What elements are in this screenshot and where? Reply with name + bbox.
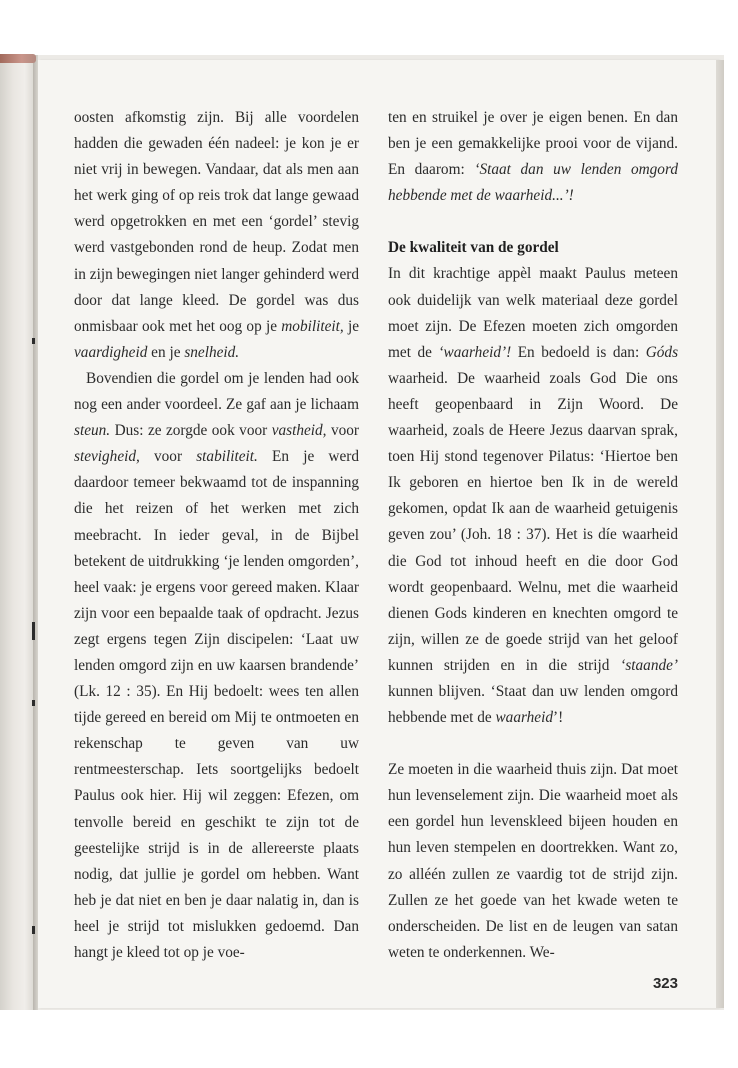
right-text-column [388, 105, 678, 966]
margin-tick [32, 926, 35, 934]
section-heading: De kwaliteit van de gordel [388, 239, 559, 257]
paragraph: In dit krachtige appèl maakt Paulus meteen ook duidelijk van welk materiaal deze gordel moet zijn. De Efezen moeten zich omgorden met de ‘waarheid’! En bedoeld is dan: Góds waarheid. De waarheid zoals God Die ons heeft geopenbaard in Zijn Woord. De waarheid, zoals de Heere Jezus daarvan sprak, toen Hij stond tegenover Pilatus: ‘Hiertoe ben Ik geboren en hiertoe ben Ik in de wereld gekomen, opdat Ik aan de waarheid getuigenis geven zou’ (Joh. 18 : 37). Het is díe waarheid die God tot inhoud heeft en die door God wordt geopenbaard. Welnu, met die waarheid dienen Gods kinderen en knechten omgord te zijn, willen ze de goede strijd van het geloof kunnen strijden en in die strijd ‘staande’ kunnen blijven. ‘Staat dan uw lenden omgord hebbende met de waarheid’! [388, 265, 679, 727]
page-number: 323 [652, 975, 678, 992]
margin-tick [32, 622, 35, 640]
paragraph: oosten afkomstig zijn. Bij alle voordelen hadden die gewaden één nadeel: je kon je er niet vrij in bewegen. Vandaar, dat als men aan het werk ging of op reis trok dat lange gewaad werd opgetrokken en met een ‘gordel’ stevig werd vastgebonden rond de heup. Zodat men in zijn bewegingen niet langer gehinderd werd door dat lange kleed. De gordel was dus onmisbaar ook met het oog op je mobiliteit, je vaardigheid en je snelheid. [74, 109, 359, 361]
binding-ribbon [0, 54, 36, 63]
paragraph: ten en struikel je over je eigen benen. En dan ben je een gemakkelijke prooi voor de vijand. En daarom: ‘Staat dan uw lenden omgord hebbende met de waarheid...’! [388, 109, 678, 205]
paragraph: Bovendien die gordel om je lenden had ook nog een ander voordeel. Ze gaf aan je lichaam steun. Dus: ze zorgde ook voor vastheid, voor stevigheid, voor stabiliteit. En je werd daardoor temeer bekwaamd tot de inspanning die het reizen of het werken met zich meebracht. In ieder geval, in de Bijbel betekent de uitdrukking ‘je lenden omgorden’, heel vaak: je ergens voor gereed maken. Klaar zijn voor een bepaalde taak of opdracht. Jezus zegt ergens tegen Zijn discipelen: ‘Laat uw lenden omgord zijn en uw kaarsen brandende’ (Lk. 12 : 35). En Hij bedoelt: wees ten allen tijde gereed en bereid om Mij te ontmoeten en rekenschap te geven van uw rentmeesterschap. Iets soortgelijks bedoelt Paulus ook hier. Hij wil zeggen: Efezen, om tenvolle bereid en geschikt te zijn tot de geestelijke strijd is in de allereerste plaats nodig, dat jullie je gordel om hebben. Want heb je dat niet en ben je daar nalatig in, dan is heel je strijd tot mislukken gedoemd. Dan hangt je kleed tot op je voe- [74, 369, 359, 961]
left-text-column [74, 105, 359, 966]
page-edge [716, 60, 724, 1008]
margin-tick [32, 338, 35, 344]
margin-tick [32, 700, 35, 706]
paragraph: Ze moeten in die waarheid thuis zijn. Dat moet hun levenselement zijn. Die waarheid moet als een gordel hun levenskleed bijeen houden en hun leven stempelen en doortrekken. Want zo, zo alléén zullen ze vaardig tot de strijd zijn. Zullen ze het goede van het kwade weten te onderscheiden. De list en de leugen van satan weten te onderkennen. We- [388, 761, 678, 961]
